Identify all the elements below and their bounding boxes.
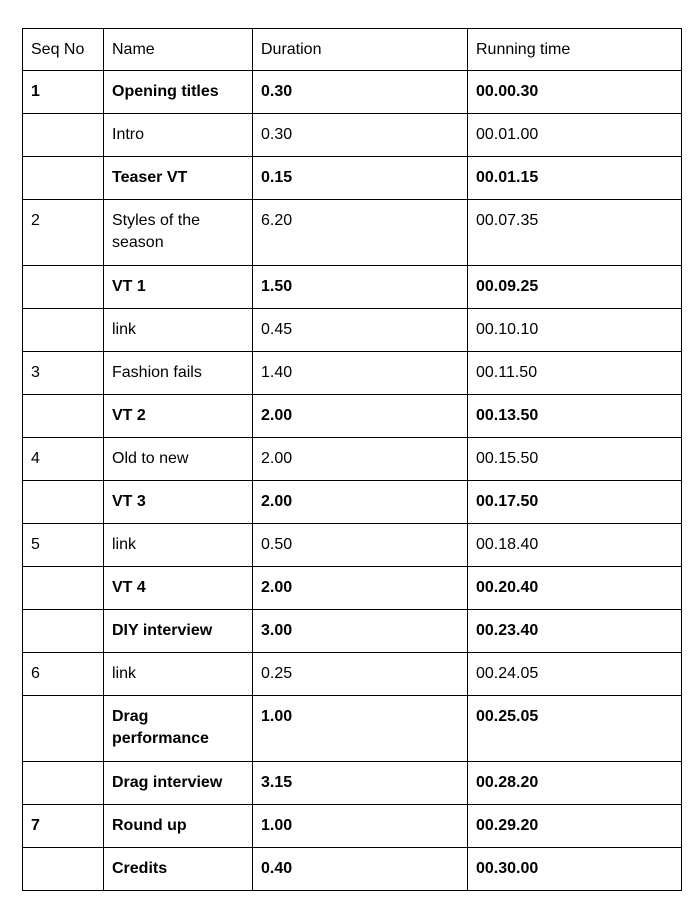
cell-duration: 0.40: [253, 848, 468, 891]
cell-running-time: 00.11.50: [468, 352, 682, 395]
cell-duration: 6.20: [253, 200, 468, 266]
cell-seq-no: 6: [23, 653, 104, 696]
table-row: [23, 524, 682, 567]
cell-seq-no: 3: [23, 352, 104, 395]
table-row: [23, 653, 682, 696]
cell-name: link: [104, 653, 253, 696]
cell-duration: 0.45: [253, 309, 468, 352]
cell-seq-no: [23, 114, 104, 157]
table-row: [23, 567, 682, 610]
table-header-row: [23, 29, 682, 71]
cell-duration: 1.00: [253, 805, 468, 848]
cell-seq-no: [23, 610, 104, 653]
table-row: [23, 309, 682, 352]
cell-name: Credits: [104, 848, 253, 891]
cell-running-time: 00.01.00: [468, 114, 682, 157]
cell-duration: 1.00: [253, 696, 468, 762]
cell-name: VT 1: [104, 266, 253, 309]
table-row: [23, 610, 682, 653]
table-row: [23, 395, 682, 438]
table-row: [23, 157, 682, 200]
cell-name: link: [104, 309, 253, 352]
running-order-table: [22, 28, 682, 891]
header-name: Name: [104, 29, 253, 71]
cell-seq-no: 7: [23, 805, 104, 848]
header-running-time: Running time: [468, 29, 682, 71]
cell-name: Round up: [104, 805, 253, 848]
table-row: [23, 71, 682, 114]
cell-running-time: 00.15.50: [468, 438, 682, 481]
table-row: [23, 848, 682, 891]
table-row: [23, 114, 682, 157]
cell-name: DIY interview: [104, 610, 253, 653]
cell-name: Styles of the season: [104, 200, 253, 266]
cell-running-time: 00.10.10: [468, 309, 682, 352]
cell-duration: 2.00: [253, 395, 468, 438]
cell-duration: 3.15: [253, 762, 468, 805]
cell-name: Drag interview: [104, 762, 253, 805]
cell-running-time: 00.25.05: [468, 696, 682, 762]
cell-running-time: 00.28.20: [468, 762, 682, 805]
table-row: [23, 438, 682, 481]
cell-name: VT 4: [104, 567, 253, 610]
table-row: [23, 200, 682, 266]
cell-running-time: 00.24.05: [468, 653, 682, 696]
cell-name: Drag performance: [104, 696, 253, 762]
cell-seq-no: 4: [23, 438, 104, 481]
cell-duration: 1.50: [253, 266, 468, 309]
cell-name: Opening titles: [104, 71, 253, 114]
cell-running-time: 00.17.50: [468, 481, 682, 524]
table-body: [23, 71, 682, 891]
cell-name: Intro: [104, 114, 253, 157]
cell-seq-no: 1: [23, 71, 104, 114]
table-row: [23, 266, 682, 309]
table-row: [23, 481, 682, 524]
cell-name: Teaser VT: [104, 157, 253, 200]
cell-duration: 0.30: [253, 114, 468, 157]
cell-seq-no: [23, 309, 104, 352]
cell-running-time: 00.00.30: [468, 71, 682, 114]
cell-seq-no: [23, 395, 104, 438]
cell-name: Fashion fails: [104, 352, 253, 395]
cell-duration: 0.15: [253, 157, 468, 200]
cell-duration: 0.50: [253, 524, 468, 567]
cell-seq-no: [23, 157, 104, 200]
cell-running-time: 00.07.35: [468, 200, 682, 266]
table-row: [23, 762, 682, 805]
cell-running-time: 00.13.50: [468, 395, 682, 438]
cell-name: link: [104, 524, 253, 567]
cell-duration: 2.00: [253, 438, 468, 481]
cell-seq-no: [23, 266, 104, 309]
cell-seq-no: 2: [23, 200, 104, 266]
cell-name: VT 2: [104, 395, 253, 438]
cell-seq-no: [23, 848, 104, 891]
header-seq-no: Seq No: [23, 29, 104, 71]
cell-duration: 3.00: [253, 610, 468, 653]
cell-running-time: 00.23.40: [468, 610, 682, 653]
cell-name: Old to new: [104, 438, 253, 481]
cell-running-time: 00.30.00: [468, 848, 682, 891]
cell-running-time: 00.01.15: [468, 157, 682, 200]
cell-seq-no: [23, 696, 104, 762]
cell-running-time: 00.09.25: [468, 266, 682, 309]
cell-duration: 0.25: [253, 653, 468, 696]
cell-seq-no: [23, 567, 104, 610]
table-row: [23, 696, 682, 762]
cell-seq-no: 5: [23, 524, 104, 567]
cell-duration: 1.40: [253, 352, 468, 395]
header-duration: Duration: [253, 29, 468, 71]
table-row: [23, 805, 682, 848]
table-row: [23, 352, 682, 395]
cell-duration: 2.00: [253, 481, 468, 524]
cell-running-time: 00.20.40: [468, 567, 682, 610]
cell-seq-no: [23, 481, 104, 524]
cell-duration: 2.00: [253, 567, 468, 610]
cell-running-time: 00.29.20: [468, 805, 682, 848]
cell-name: VT 3: [104, 481, 253, 524]
cell-running-time: 00.18.40: [468, 524, 682, 567]
cell-duration: 0.30: [253, 71, 468, 114]
cell-seq-no: [23, 762, 104, 805]
